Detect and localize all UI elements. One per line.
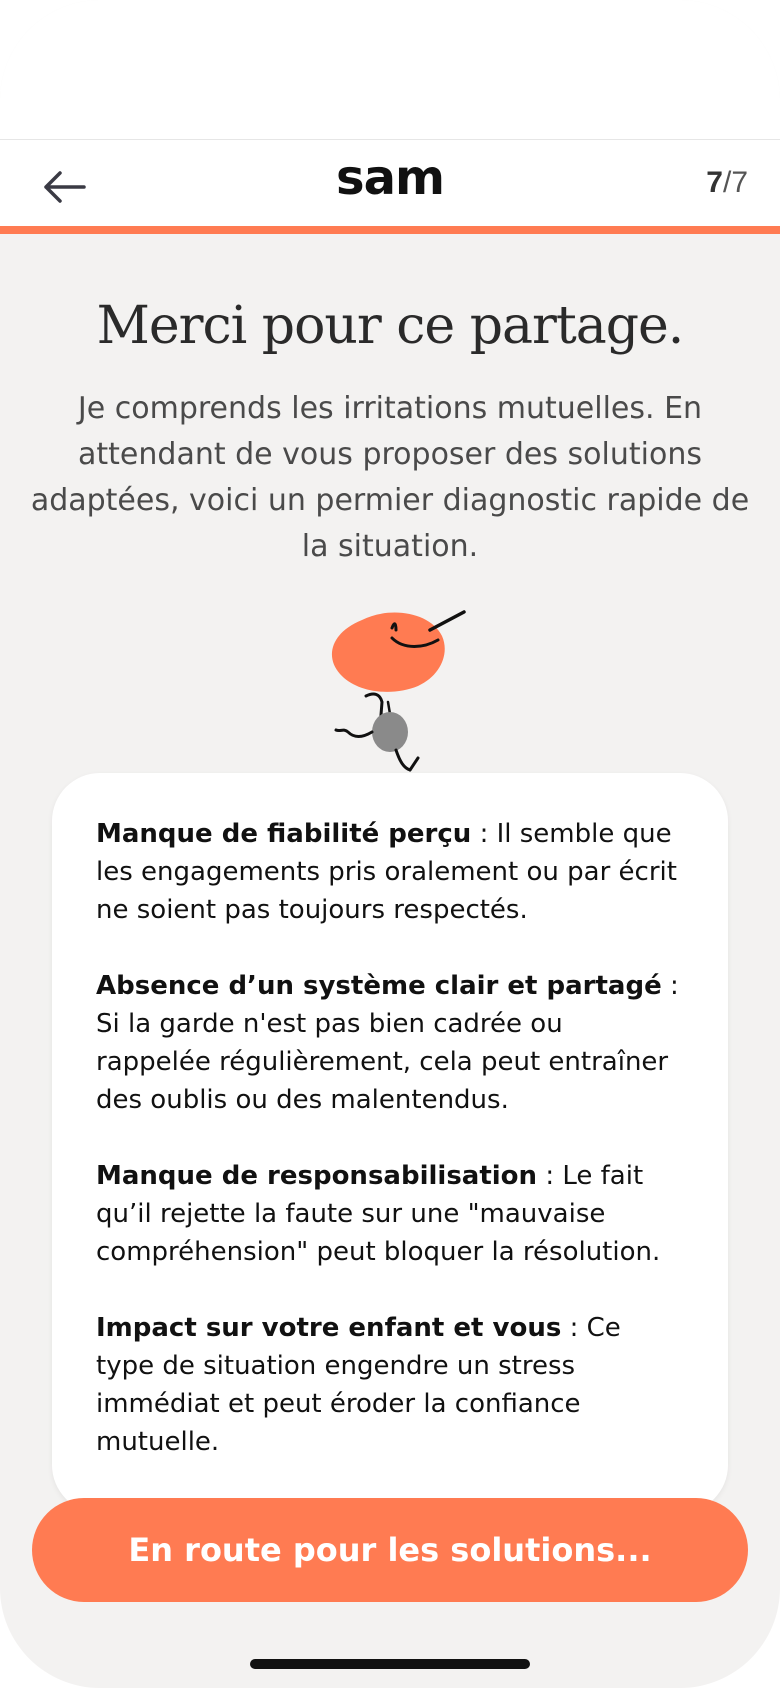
character-illustration <box>300 598 480 778</box>
diagnostic-item-lead: Manque de responsabilisation <box>96 1161 538 1191</box>
diagnostic-item-text: : Le fait qu’il rejette la faute sur une "mauvaise compréhension" peut bloquer la résolution. <box>96 1161 661 1267</box>
diagnostic-item-text: : Ce type de situation engendre un stress immédiat et peut éroder la confiance mutuelle. <box>96 1313 621 1457</box>
app-logo: sam <box>336 150 444 206</box>
diagnostic-card <box>52 773 728 1513</box>
diagnostic-item <box>96 967 684 1119</box>
diagnostic-item-lead: Absence d’un système clair et partagé <box>96 971 662 1001</box>
diagnostic-item-text: : Si la garde n'est pas bien cadrée ou rappelée régulièrement, cela peut entraîner des oublis ou des malentendus. <box>96 971 679 1115</box>
diagnostic-item <box>96 815 684 929</box>
status-bar-area <box>0 0 780 140</box>
diagnostic-item <box>96 1157 684 1271</box>
page-subtitle: Je comprends les irritations mutuelles. En attendant de vous proposer des solutions adaptées, voici un permier diagnostic rapide de la situation. <box>30 391 750 564</box>
progress-separator: / <box>722 166 732 199</box>
home-indicator[interactable] <box>250 1659 530 1669</box>
progress-current: 7 <box>706 166 723 199</box>
header-bar <box>0 140 780 234</box>
diagnostic-item-lead: Manque de fiabilité perçu <box>96 819 472 849</box>
solutions-button[interactable]: En route pour les solutions... <box>32 1498 748 1602</box>
page-title: Merci pour ce partage. <box>96 296 684 356</box>
diagnostic-item-text: : Il semble que les engagements pris oralement ou par écrit ne soient pas toujours respectés. <box>96 819 677 925</box>
progress-total: 7 <box>731 166 748 199</box>
diagnostic-item-lead: Impact sur votre enfant et vous <box>96 1313 562 1343</box>
diagnostic-item <box>96 1309 684 1461</box>
step-progress <box>706 166 748 200</box>
